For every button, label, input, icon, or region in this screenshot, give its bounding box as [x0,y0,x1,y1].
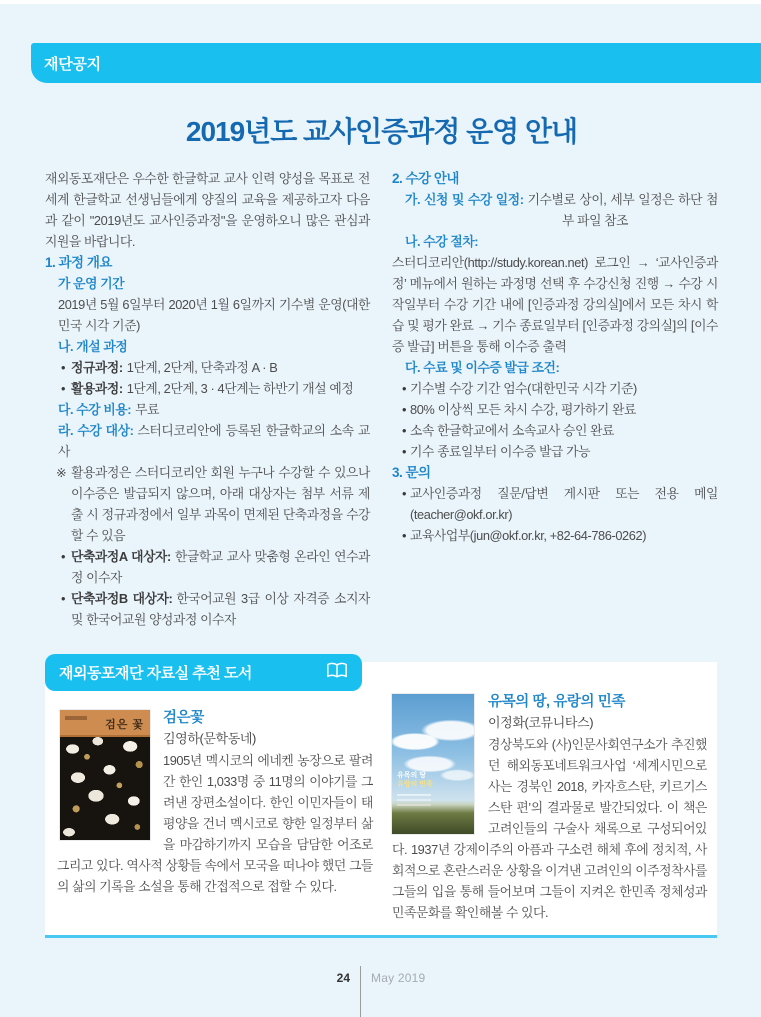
notice-body [45,168,718,630]
section-heading-enrollment-guide: 2. 수강 안내 [392,171,459,186]
book-item-black-flower [57,708,373,897]
book-cover-band [60,710,150,737]
notice-tag-label: 재단공지 [44,55,101,73]
bullet-short-course-b: • 단축과정B 대상자: 한국어교원 3급 이상 자격증 소지자 및 한국어교원 양성과정 이수자 [45,588,370,630]
book-cover-nomad-land [392,694,474,834]
page-footer [45,966,717,1017]
book-item-nomad-land [392,692,707,923]
bullet-inquiry-board: • 교사인증과정 질문/답변 게시판 또는 전용 메일(teacher@okf.or.kr) [392,483,718,525]
book-cover-caption: 유목의 땅 유랑의 민족 [397,772,433,788]
book-description: 1905년 멕시코의 에네켄 농장으로 팔려간 한인 1,033명 중 11명의 이야기를 그려낸 장편소설이다. 한인 이민자들이 태평양을 건너 멕시코로 향한 일정부터 삶을 마감하기까지 모습을 담담한 어조로 그리고 있다. 역사적 상황들 속에서 모국을 떠나야 했던 그들의 삶의 기록을 소설을 통해 간접적으로 접할 수 있다. [57,753,373,894]
issue-label: May 2019 [371,971,426,985]
book-author: 이정화(코뮤니타스) [488,715,594,730]
bullet-condition: • 기수별 수강 기간 엄수(대한민국 시각 기준) [392,378,718,399]
book-title: 유목의 땅, 유랑의 민족 [488,694,625,710]
operation-period-text: 2019년 5월 6일부터 2020년 1월 6일까지 기수별 운영(대한민국 시각 기준) [58,297,370,333]
course-fee-line: 다. 수강 비용: 무료 [58,402,160,417]
bullet-condition: • 80% 이상씩 모든 차시 수강, 평가하기 완료 [392,399,718,420]
page-top-edge [0,0,761,4]
book-cover-title: 검은 꽃 [105,719,144,731]
eligibility-note: ※ 활용과정은 스터디코리안 회원 누구나 수강할 수 있으나 이수증은 발급되지 않으며, 아래 대상자는 첨부 서류 제출 시 정규과정에서 일부 과목이 면제된 단축과정을 수강할 수 있음 [56,465,370,543]
procedure-text: 스터디코리안(http://study.korean.net) 로그인 → ‘교사인증과정’ 메뉴에서 원하는 과정명 선택 후 수강신청 진행 → 수강 시작일부터 수강 기간 내에 [인증과정 강의실]에서 모든 차시 학습 및 평가 완료 → 기수 종료일부터 [인증과정 강의실]의 [이수증 발급] 버튼을 통해 이수증 출력 [392,255,718,354]
book-cover-black-flower [60,710,150,840]
bullet-condition: • 소속 한글학교에서 소속교사 승인 완료 [392,420,718,441]
intro-paragraph: 재외동포재단은 우수한 한글학교 교사 인력 양성을 목표로 전 세계 한글학교 선생님들에게 양질의 교육을 제공하고자 다음과 같이 "2019년도 교사인증과정"을 운영하오니 많은 관심과 지원을 바랍니다. [45,171,370,249]
page-title: 2019년도 교사인증과정 운영 안내 [185,116,578,147]
eligibility-line: 라. 수강 대상: 스터디코리안에 등록된 한글학교의 소속 교사 [58,423,371,459]
notice-tag-bar [31,43,761,83]
schedule-line: 가. 신청 및 수강 일정: 기수별로 상이, 세부 일정은 하단 첨부 파일 참조 [405,192,718,228]
section-heading-course-overview: 1. 과정 개요 [45,255,112,270]
procedure-label: 나. 수강 절차: [405,234,479,249]
bullet-application-course: • 활용과정: 1단계, 2단계, 3 · 4단계는 하반기 개설 예정 [45,378,370,399]
bullet-short-course-a: • 단축과정A 대상자: 한글학교 교사 맞춤형 온라인 연수과정 이수자 [45,546,370,588]
bullet-inquiry-department: • 교육사업부(jun@okf.or.kr, +82-64-786-0262) [392,525,718,546]
notice-column-left [45,168,370,630]
page-number: 24 [336,971,351,985]
open-book-icon [326,662,348,684]
bullet-regular-course: • 정규과정: 1단계, 2단계, 단축과정 A · B [45,357,370,378]
recommended-books-title: 재외동포재단 자료실 추천 도서 [59,665,252,682]
bullet-condition: • 기수 종료일부터 이수증 발급 가능 [392,441,718,462]
notice-column-right [392,168,718,630]
recommended-books-header-bar [45,654,362,691]
book-title: 검은꽃 [163,710,204,726]
book-author: 김영하(문학동네) [163,731,256,746]
open-courses-label: 나. 개설 과정 [58,339,128,354]
recommended-books-panel [45,662,717,938]
operation-period-label: 가 운영 기간 [58,276,125,291]
section-heading-inquiries: 3. 문의 [392,465,431,480]
book-description: 경상북도와 (사)인문사회연구소가 추진했던 해외동포네트워크사업 ‘세계시민으로 사는 경북인 2018, 카자흐스탄, 키르기스스탄 편’의 결과물로 발간되었다. 이 책은 고려인들의 구술사 채록으로 구성되어있다. 1937년 강제이주의 아픔과 구소련 해체 후에 정치적, 사회적으로 혼란스러운 상황을 이겨낸 고려인의 이주정착사를 그들의 입을 통해 들어보며 그들이 지켜온 한민족 정체성과 민족문화를 확인해볼 수 있다. [392,737,707,920]
completion-conditions-label: 다. 수료 및 이수증 발급 조건: [405,360,560,375]
